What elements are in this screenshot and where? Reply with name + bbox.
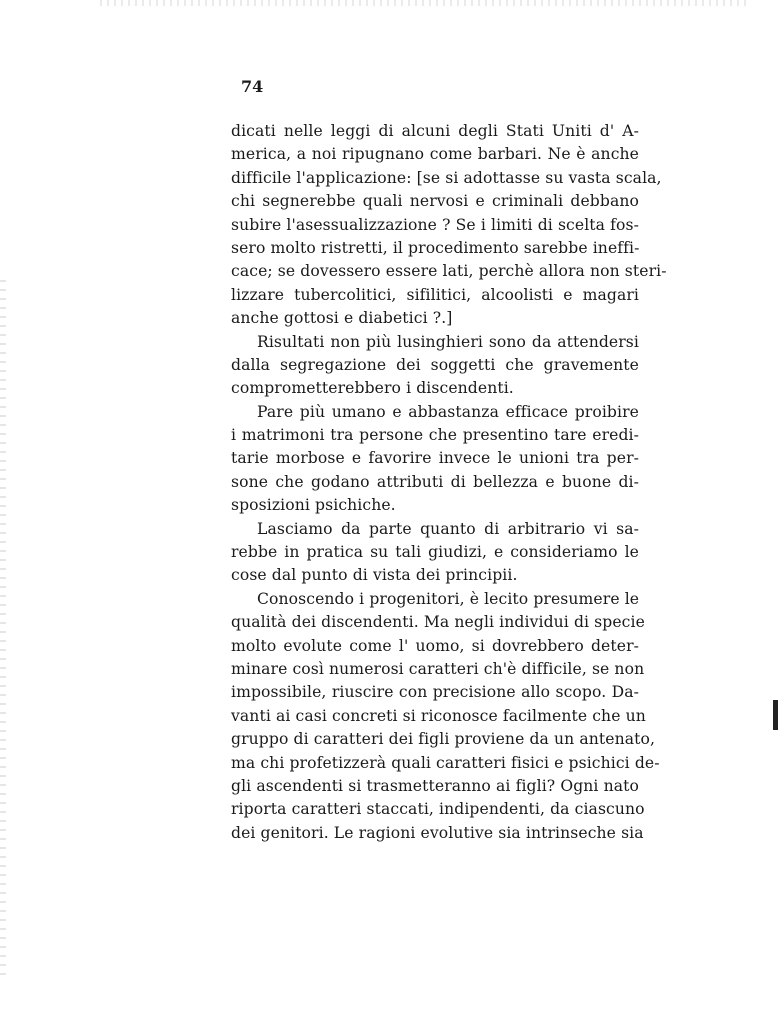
text-line: Conoscendo i progenitori, è lecito presumere le <box>257 589 640 608</box>
scan-mark <box>773 700 778 730</box>
text-line: subire l'asessualizzazione ? Se i limiti di scelta fos- <box>231 215 639 234</box>
text-line: lizzare tubercolitici, sifilitici, alcoolisti e magari <box>231 285 639 304</box>
text-line: sone che godano attributi di bellezza e buone di- <box>231 472 639 491</box>
text-line: tarie morbose e favorire invece le unioni tra per- <box>231 449 639 468</box>
text-line: Lasciamo da parte quanto di arbitrario vi sa- <box>257 519 639 538</box>
text-line: cace; se dovessero essere lati, perchè allora non steri- <box>231 262 667 281</box>
page-number: 74 <box>241 77 264 96</box>
text-line: sposizioni psichiche. <box>231 496 396 515</box>
text-line: vanti ai casi concreti si riconosce facilmente che un <box>231 706 646 725</box>
text-line: chi segnerebbe quali nervosi e criminali debbano <box>231 192 639 211</box>
text-line: cose dal punto di vista dei principii. <box>231 566 518 585</box>
text-line: rebbe in pratica su tali giudizi, e consideriamo le <box>231 543 639 562</box>
text-line: gli ascendenti si trasmetteranno ai figli? Ogni nato <box>231 776 639 795</box>
text-line: sero molto ristretti, il procedimento sarebbe ineffi- <box>231 238 640 257</box>
text-line: anche gottosi e diabetici ?.] <box>231 309 453 328</box>
text-line: comprometterebbero i discendenti. <box>231 379 514 398</box>
text-line: Risultati non più lusinghieri sono da attendersi <box>257 332 639 351</box>
text-line: impossibile, riuscire con precisione allo scopo. Da- <box>231 683 639 702</box>
text-line: i matrimoni tra persone che presentino tare eredi- <box>231 426 639 445</box>
body-text <box>231 120 667 845</box>
text-line: gruppo di caratteri dei figli proviene da un antenato, <box>231 730 656 749</box>
scan-edge-left <box>0 280 6 980</box>
text-line: dalla segregazione dei soggetti che gravemente <box>231 355 639 374</box>
text-line: qualità dei discendenti. Ma negli individui di specie <box>231 613 645 632</box>
text-line: difficile l'applicazione: [se si adottasse su vasta scala, <box>231 168 662 187</box>
text-line: Pare più umano e abbastanza efficace proibire <box>257 402 639 421</box>
text-line: merica, a noi ripugnano come barbari. Ne è anche <box>231 145 639 164</box>
text-line: dicati nelle leggi di alcuni degli Stati Uniti d' A- <box>231 122 639 140</box>
text-line: minare così numerosi caratteri ch'è difficile, se non <box>231 659 645 678</box>
text-line: dei genitori. Le ragioni evolutive sia intrinseche sia <box>231 823 644 842</box>
text-line: molto evolute come l' uomo, si dovrebbero deter- <box>231 636 639 655</box>
text-line: riporta caratteri staccati, indipendenti, da ciascuno <box>231 800 645 819</box>
text-line: ma chi profetizzerà quali caratteri fisici e psichici de- <box>231 753 660 772</box>
scan-edge-top <box>100 0 750 6</box>
